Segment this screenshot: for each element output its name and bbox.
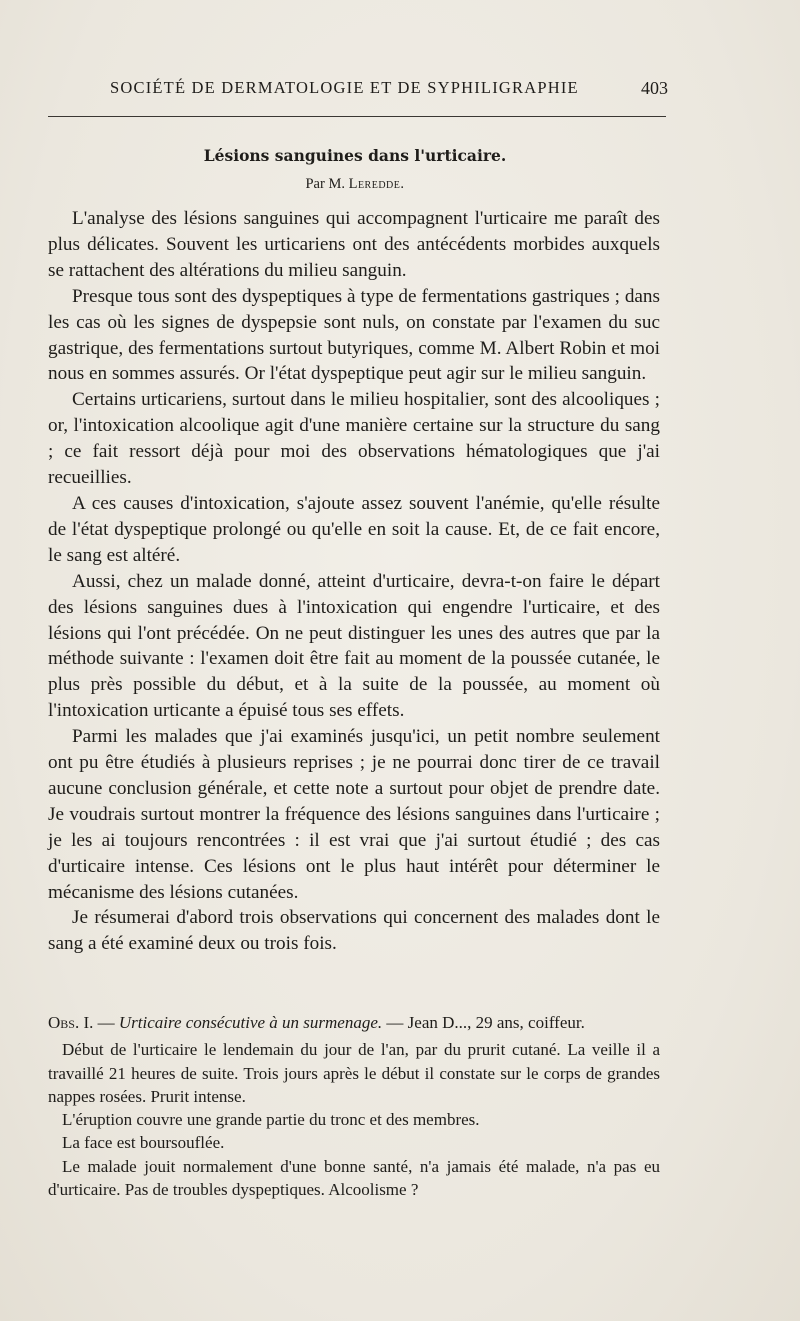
paragraph: Certains urticariens, surtout dans le milieu hospitalier, sont des alcooliques ; or, l'intoxication alcoolique agit d'une manière certaine sur la structure du sang ; ce fait ressort déjà pour moi des observations hématologiques que j'ai recueillies.: [48, 389, 660, 489]
header-rule: [48, 116, 666, 117]
article-title: Lésions sanguines dans l'urticaire.: [203, 146, 507, 165]
page-number: 403: [641, 78, 668, 98]
running-title: SOCIÉTÉ DE DERMATOLOGIE ET DE SYPHILIGRAPHIE: [110, 78, 579, 97]
paragraph: Je résumerai d'abord trois observations qui concernent des malades dont le sang a été examiné deux ou trois fois.: [48, 907, 660, 955]
paragraph: Parmi les malades que j'ai examinés jusqu'ici, un petit nombre seulement ont pu être étudiés à plusieurs reprises ; je ne pourrai donc tirer de ce travail aucune conclusion générale, et cette note a surtout pour objet de prendre date. Je voudrais surtout montrer la fréquence des lésions sanguines dans l'urticaire ; je les ai toujours rencontrées : il est vrai que j'ai surtout étudié ; des cas d'urticaire intense. Ces lésions ont le plus haut intérêt pour déterminer le mécanisme des lésions cutanées.: [48, 726, 660, 903]
author-name: Leredde.: [348, 176, 405, 192]
observation-patient: Jean D..., 29 ans, coiffeur.: [407, 1013, 585, 1032]
paragraph: A ces causes d'intoxication, s'ajoute assez souvent l'anémie, qu'elle résulte de l'état dyspeptique prolongé ou qu'elle en soit la cause. Et, de ce fait encore, le sang est altéré.: [48, 492, 660, 566]
paragraph: L'analyse des lésions sanguines qui accompagnent l'urticaire me paraît des plus délicates. Souvent les urticariens ont des antécédents morbides auxquels se rattachent des altérations du milieu sanguin.: [48, 208, 660, 281]
paragraph: Aussi, chez un malade donné, atteint d'urticaire, devra-t-on faire le départ des lésions sanguines dues à l'intoxication qui engendre l'urticaire, et des lésions qui l'ont précédée. On ne peut distinguer les unes des autres que par la méthode suivante : l'examen doit être fait au moment de la poussée cutanée, le plus près possible du début, et à la suite de la poussée, au moment où l'intoxication urticante a épuisé tous ses effets.: [48, 570, 660, 722]
byline-prefix: Par M.: [305, 176, 345, 192]
observation-paragraph: Début de l'urticaire le lendemain du jour de l'an, par du prurit cutané. La veille il a travaillé 21 heures de suite. Trois jours après le début il constate sur le corps de grandes nappes rosées. Prurit intense.: [48, 1040, 660, 1106]
observation-label: Obs. I.: [48, 1013, 94, 1032]
observation-block: [48, 1011, 660, 1201]
observation-heading: [48, 1011, 660, 1034]
paragraph: Presque tous sont des dyspeptiques à type de fermentations gastriques ; dans les cas où les signes de dyspepsie sont nuls, on constate par l'examen du suc gastrique, des fermentations surtout butyriques, comme M. Albert Robin et moi nous en sommes assurés. Or l'état dyspeptique peut agir sur le milieu sanguin.: [48, 285, 660, 385]
observation-dash: —: [93, 1013, 119, 1032]
article-byline: [0, 176, 710, 193]
observation-dash: —: [382, 1013, 408, 1032]
observation-paragraph: La face est boursouflée.: [62, 1133, 225, 1153]
observation-paragraph: L'éruption couvre une grande partie du tronc et des membres.: [62, 1110, 480, 1130]
running-head: [48, 78, 668, 104]
observation-title: Urticaire consécutive à un surmenage.: [118, 1013, 383, 1032]
article-body: [48, 206, 660, 957]
observation-paragraph: Le malade jouit normalement d'une bonne santé, n'a jamais été malade, n'a pas eu d'urticaire. Pas de troubles dyspeptiques. Alcoolisme ?: [48, 1156, 660, 1200]
